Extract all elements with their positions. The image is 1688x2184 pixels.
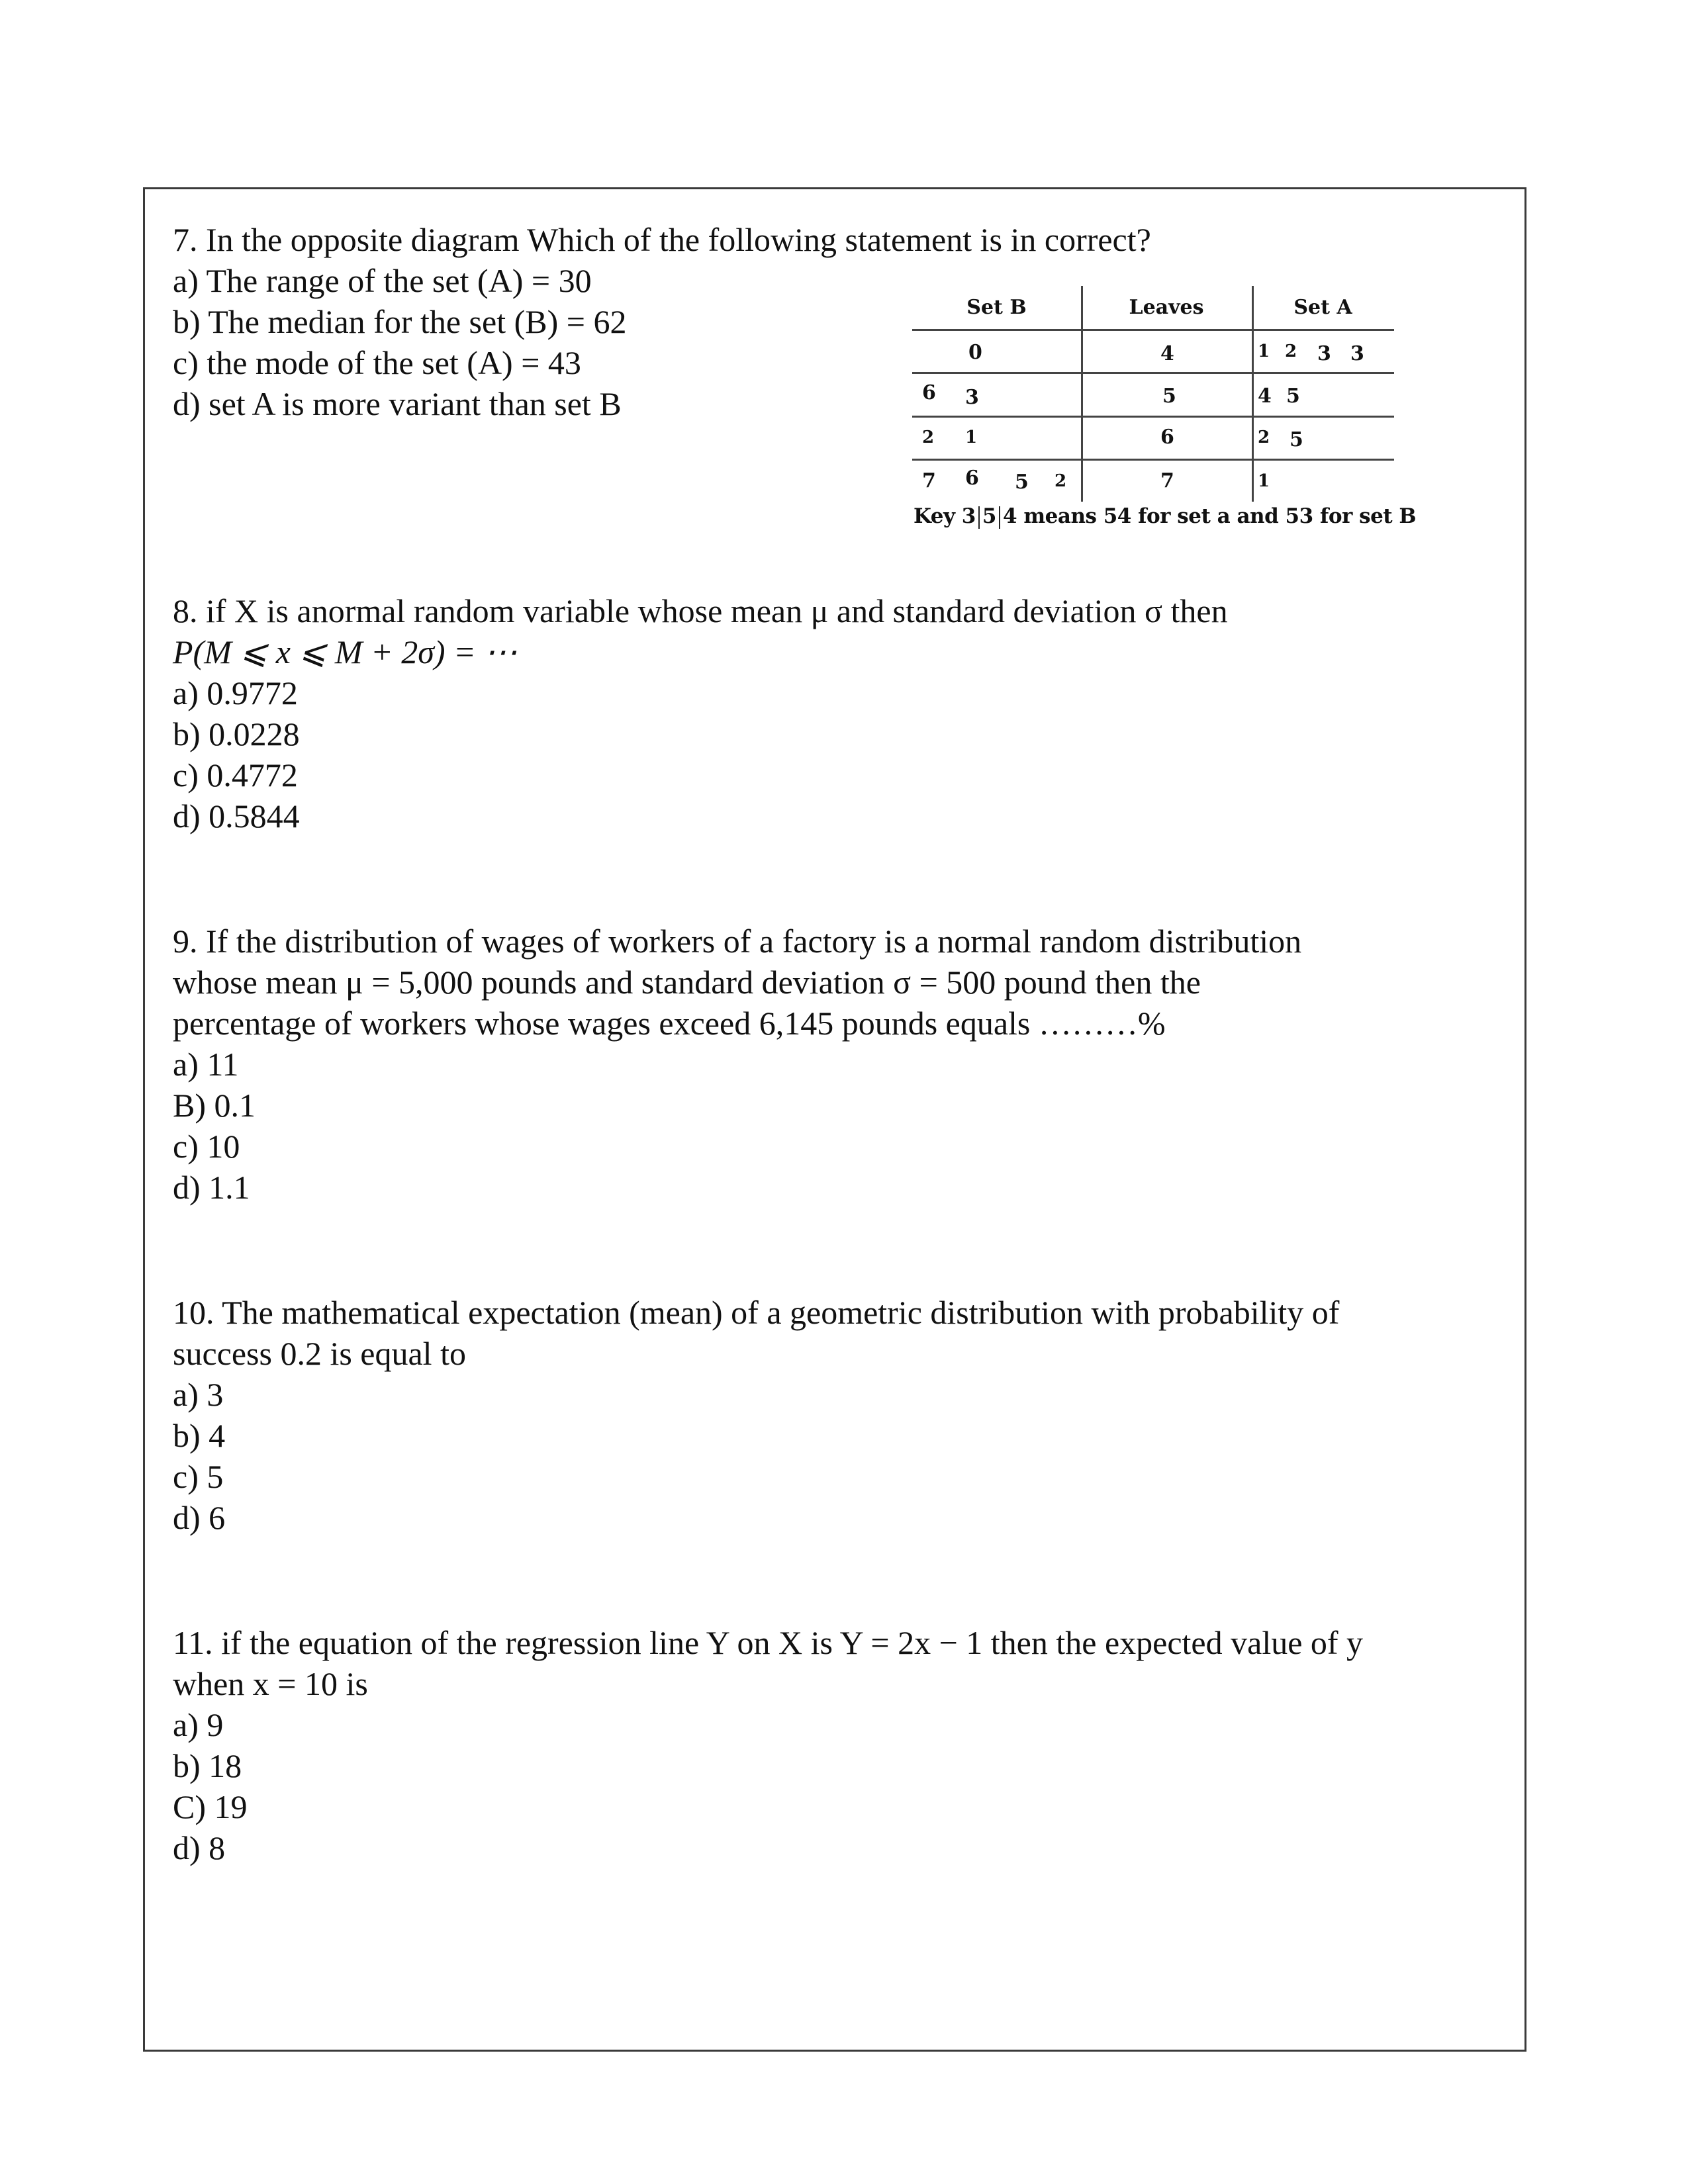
question-7-option-b: b) The median for the set (B) = 62: [173, 303, 627, 340]
question-9: [173, 921, 1301, 1208]
set-b-leaf: 0: [968, 341, 982, 364]
question-9-stem-line-1: 9. If the distribution of wages of workers of a factory is a normal random distribution: [173, 923, 1302, 960]
row-divider: [912, 416, 1394, 418]
question-11-option-a: a) 9: [173, 1706, 224, 1743]
header-leaves: Leaves: [1129, 296, 1204, 319]
question-8-option-a: a) 0.9772: [173, 674, 298, 711]
question-10-stem-line-1: 10. The mathematical expectation (mean) of a geometric distribution with probability of: [173, 1294, 1340, 1331]
set-b-leaf: 6: [965, 467, 979, 490]
stem-value: 6: [1160, 426, 1174, 449]
question-8: [173, 590, 1228, 837]
set-b-leaf: 2: [1055, 471, 1067, 491]
row-divider: [912, 372, 1394, 374]
question-11-stem-line-2: when x = 10 is: [173, 1665, 368, 1702]
question-7-option-c: c) the mode of the set (A) = 43: [173, 344, 581, 381]
stem-value: 4: [1160, 342, 1174, 365]
question-7-option-a: a) The range of the set (A) = 30: [173, 262, 592, 299]
question-10-option-d: d) 6: [173, 1499, 226, 1536]
stem-leaf-diagram: [912, 286, 1394, 502]
question-8-formula: P(M ⩽ x ⩽ M + 2σ) = ⋯: [173, 633, 518, 670]
set-a-leaf: 4: [1258, 385, 1272, 408]
question-9-stem-line-2: whose mean μ = 5,000 pounds and standard deviation σ = 500 pound then the: [173, 964, 1201, 1001]
header-set-b: Set B: [966, 296, 1027, 319]
header-set-a: Set A: [1293, 296, 1352, 319]
set-a-leaf: 5: [1286, 385, 1300, 408]
question-7-option-d: d) set A is more variant than set B: [173, 385, 622, 422]
key-separator: [999, 506, 1000, 529]
question-8-option-c: c) 0.4772: [173, 756, 298, 794]
question-8-option-b: b) 0.0228: [173, 715, 300, 752]
key-separator: [978, 506, 980, 529]
set-b-leaf: 5: [1015, 471, 1029, 494]
question-9-option-a: a) 11: [173, 1046, 239, 1083]
question-11-option-b: b) 18: [173, 1747, 242, 1784]
question-10-option-a: a) 3: [173, 1376, 224, 1413]
set-b-leaf: 6: [922, 381, 936, 404]
question-9-option-c: c) 10: [173, 1128, 240, 1165]
set-a-leaf: 1: [1258, 471, 1270, 491]
set-b-leaf: 2: [922, 428, 935, 447]
set-a-leaf: 1: [1258, 341, 1270, 361]
question-10-option-c: c) 5: [173, 1458, 224, 1495]
question-11-stem-line-1: 11. if the equation of the regression line Y on X is Y = 2x − 1 then the expected value of y: [173, 1624, 1364, 1661]
set-a-leaf: 2: [1258, 428, 1270, 447]
row-divider: [912, 459, 1394, 461]
question-11-option-d: d) 8: [173, 1829, 226, 1866]
set-a-leaf: 5: [1289, 428, 1303, 451]
question-9-option-b: B) 0.1: [173, 1087, 256, 1124]
question-9-option-d: d) 1.1: [173, 1169, 250, 1206]
row-divider: [912, 329, 1394, 331]
set-b-leaf: 7: [922, 469, 936, 492]
question-7-stem: 7. In the opposite diagram Which of the following statement is in correct?: [173, 221, 1151, 258]
question-11: [173, 1622, 1363, 1868]
question-8-option-d: d) 0.5844: [173, 797, 300, 835]
stem-value: 7: [1160, 469, 1174, 492]
question-10: [173, 1292, 1339, 1538]
column-divider: [1081, 286, 1083, 502]
question-10-stem-line-2: success 0.2 is equal to: [173, 1335, 466, 1372]
set-a-leaf: 2: [1285, 341, 1297, 361]
stem-leaf-key: Key 3 5 4 means 54 for set a and 53 for set B: [914, 504, 1417, 528]
set-a-leaf: 3: [1317, 342, 1331, 365]
column-divider: [1252, 286, 1254, 502]
question-9-stem-line-3: percentage of workers whose wages exceed 6,145 pounds equals ………%: [173, 1005, 1166, 1042]
set-b-leaf: 3: [965, 386, 979, 409]
question-11-option-c: C) 19: [173, 1788, 248, 1825]
question-8-stem: 8. if X is anormal random variable whose mean μ and standard deviation σ then: [173, 592, 1228, 629]
question-10-option-b: b) 4: [173, 1417, 226, 1454]
stem-value: 5: [1162, 385, 1176, 408]
set-a-leaf: 3: [1350, 342, 1364, 365]
set-b-leaf: 1: [965, 428, 978, 447]
